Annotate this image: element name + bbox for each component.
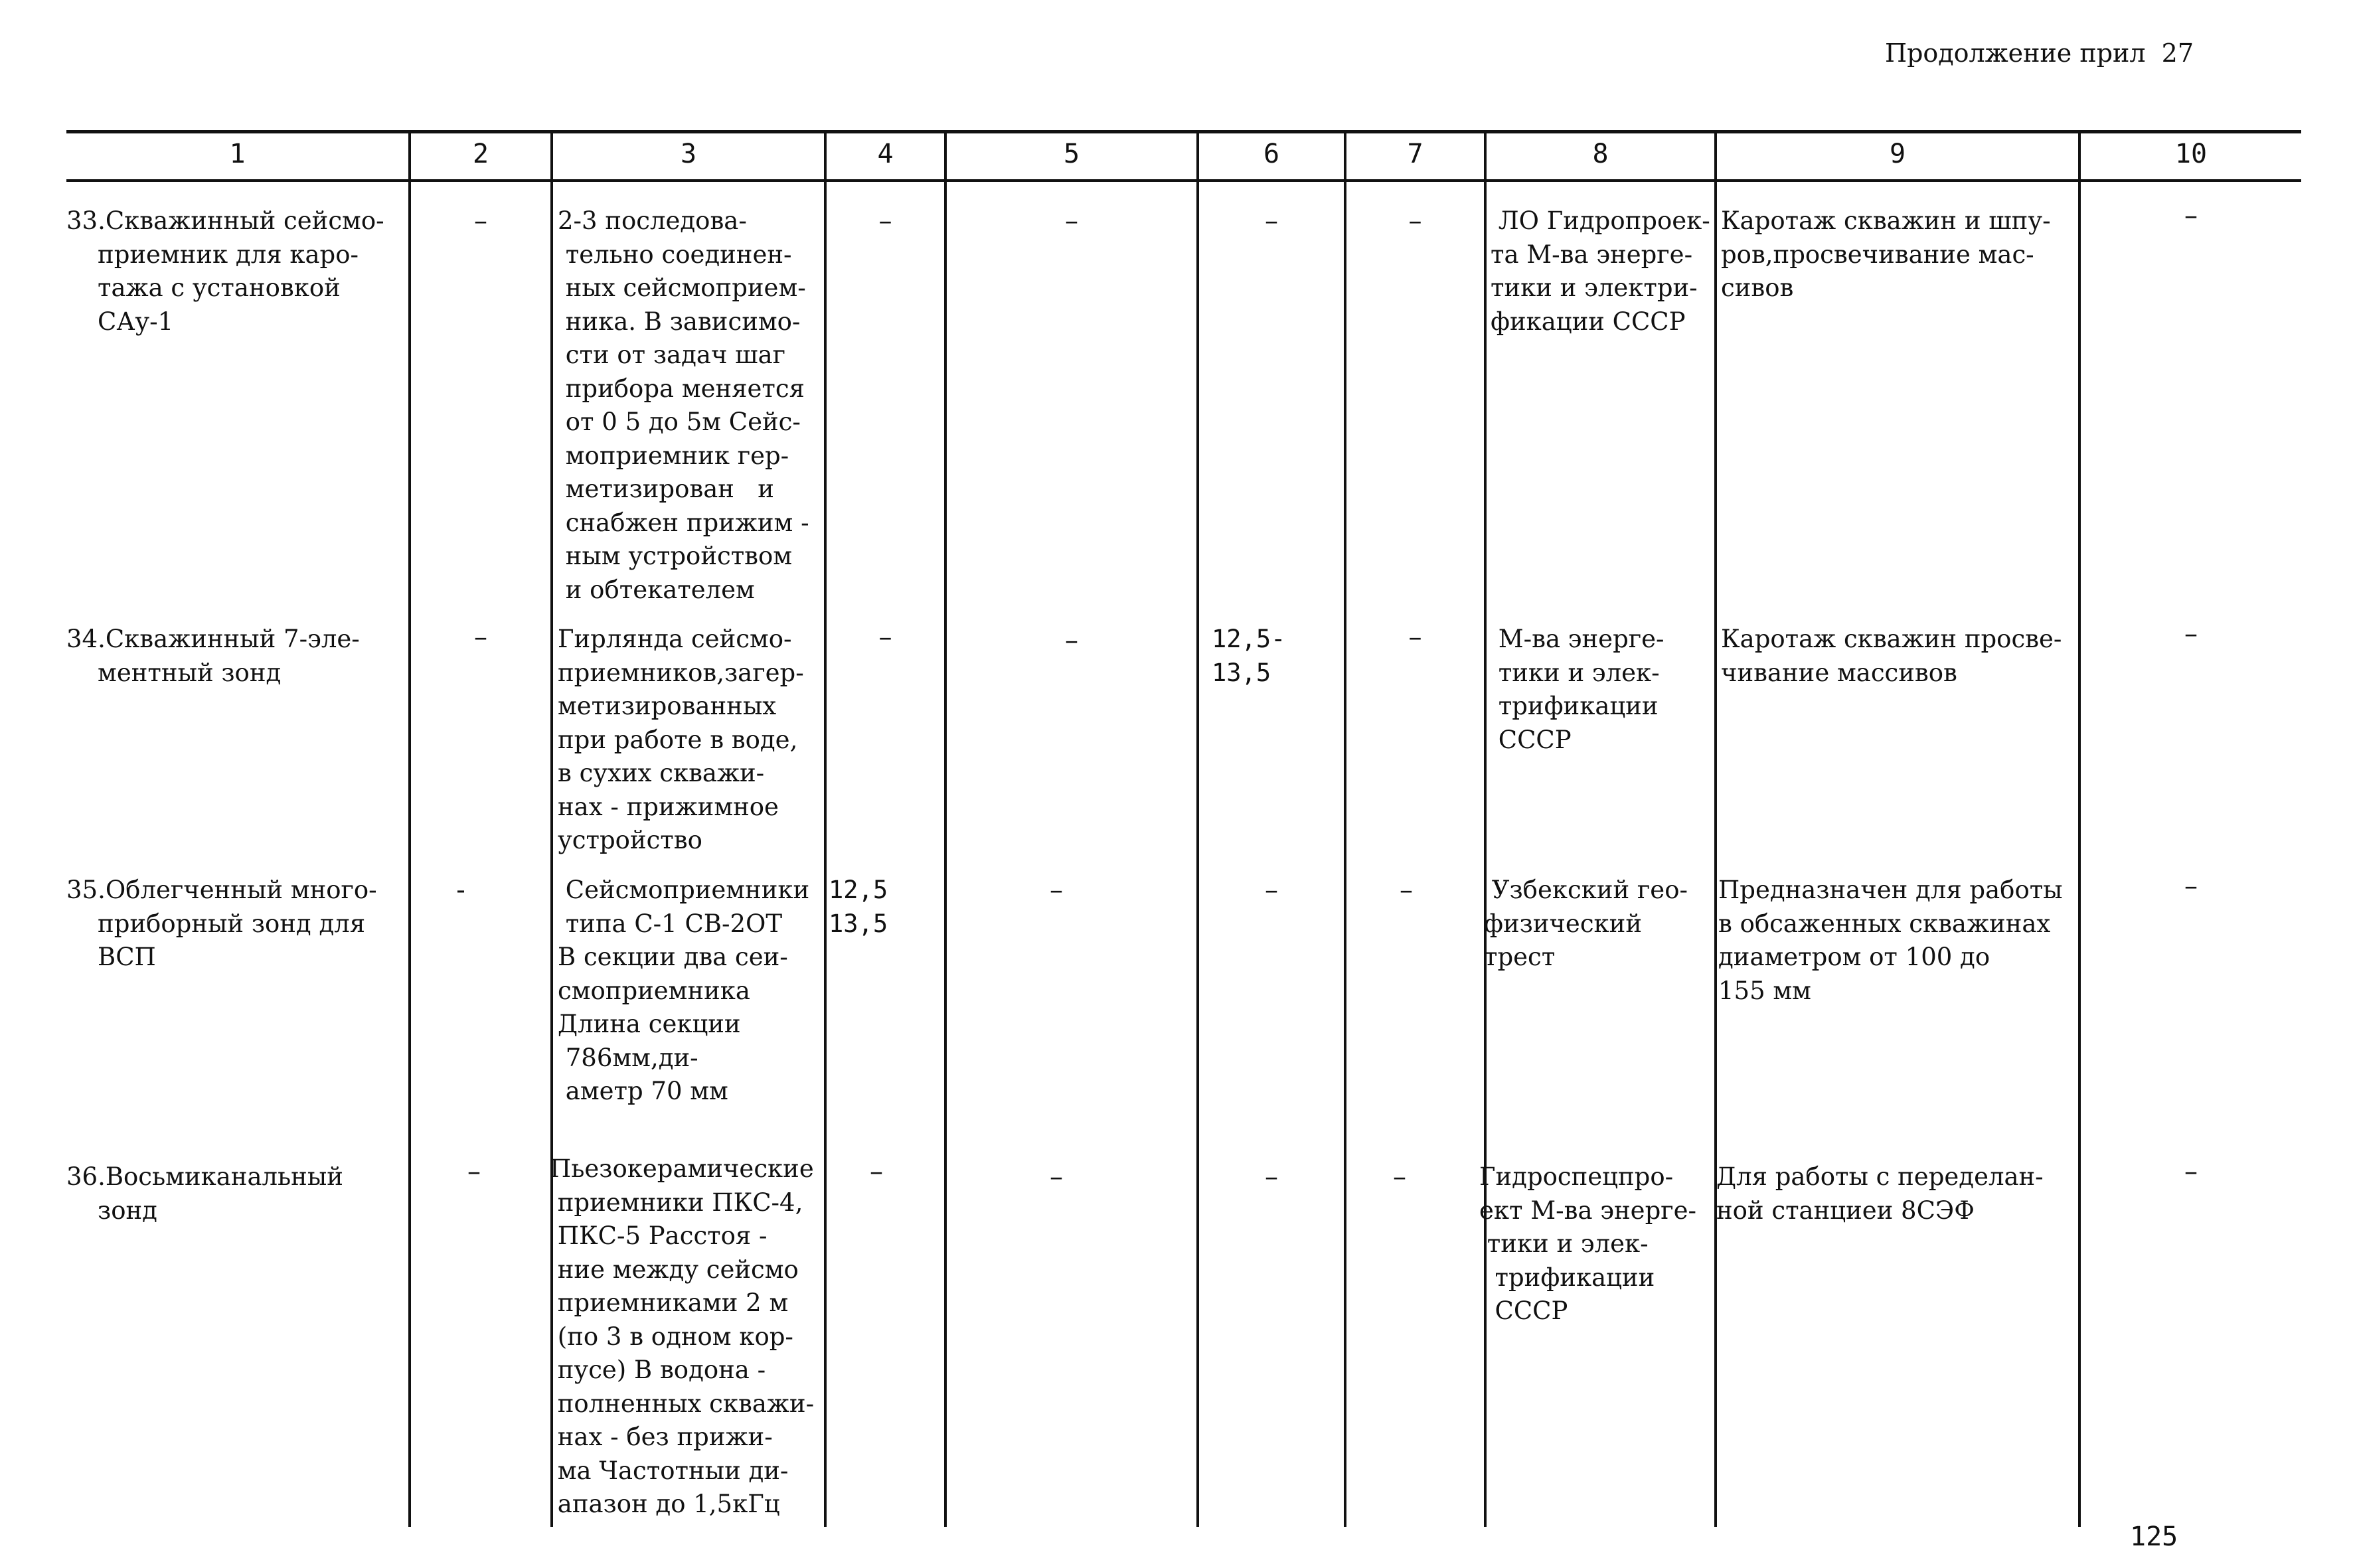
page-number: 125 [2130, 1522, 2178, 1552]
cell-dash: – [1393, 1162, 1406, 1192]
description-cell: Гирлянда сейсмо- приемников,загер- метизированных при работе в воде, в сухих скважи- нах - прижимное устройство [558, 625, 804, 854]
organization-cell: Узбекский гео- физический трест [1484, 876, 1688, 971]
frequency-cell: 12,5- 13,5 [1212, 625, 1286, 687]
column-divider [944, 133, 947, 1527]
device-name-cell: 36.Восьмиканальный зонд [66, 1162, 343, 1225]
cell-dash: – [474, 622, 487, 653]
column-header: 1 [229, 139, 246, 169]
organization-cell: ЛО Гидропроек- та М-ва энерге- тики и электри- фикации СССР [1491, 206, 1710, 336]
column-header: 3 [680, 139, 697, 169]
cell-dash: – [2184, 871, 2198, 902]
cell-dash: – [1408, 206, 1422, 236]
cell-dash: – [1265, 206, 1278, 236]
purpose-cell: Предназначен для работы в обсаженных скважинах диаметром от 100 до 155 мм [1718, 876, 2063, 1005]
page-header-note: Продолжение прил 27 [1884, 39, 2194, 68]
cell-dash: – [2184, 619, 2198, 649]
description-cell: Сейсмоприемники типа С-1 СВ-2ОТ В секции два сеи- смоприемника Длина секции 786мм,ди- аметр 70 мм [558, 876, 810, 1105]
device-name-cell: 33.Скважинный сейсмо- приемник для каро- тажа с установкой САу-1 [66, 206, 384, 336]
table-header-rule [66, 179, 2301, 182]
cell-dash: – [467, 1156, 481, 1187]
column-divider [824, 133, 827, 1527]
column-divider [1196, 133, 1199, 1527]
cell-dash: – [1265, 1162, 1278, 1192]
column-header: 7 [1407, 139, 1423, 169]
cell-dash: – [474, 206, 487, 236]
description-cell: Пьезокерамические приемники ПКС-4, ПКС-5 Расстоя - ние между сейсмо приемниками 2 м (по 3 в одном кор- пусе) В водона - полненных скважи- нах - без прижи- ма Частотныи ди- апазон до 1,5кГц [550, 1154, 815, 1518]
cell-dash: – [2184, 200, 2198, 231]
purpose-cell: Каротаж скважин просве- чивание массивов [1721, 625, 2062, 687]
column-header: 2 [472, 139, 489, 169]
cell-dash: – [2184, 1156, 2198, 1187]
column-header: 10 [2174, 139, 2208, 169]
column-divider [2078, 133, 2081, 1527]
column-divider [1344, 133, 1346, 1527]
device-name-cell: 34.Скважинный 7-эле- ментный зонд [66, 625, 360, 687]
column-header: 8 [1592, 139, 1609, 169]
cell-dash: – [1050, 1162, 1063, 1192]
cell-dash: – [1408, 622, 1422, 653]
cell-dash: – [870, 1156, 883, 1187]
organization-cell: М-ва энерге- тики и элек- трификации СССР [1498, 625, 1664, 754]
cell-dash: – [1400, 875, 1413, 905]
column-header: 5 [1063, 139, 1080, 169]
device-name-cell: 35.Облегченный много- приборный зонд для ВСП [66, 876, 377, 971]
purpose-cell: Каротаж скважин и шпу- ров,просвечивание мас- сивов [1721, 206, 2051, 302]
cell-dash: – [1065, 625, 1078, 656]
column-header: 4 [877, 139, 894, 169]
cell-dash: – [1065, 206, 1078, 236]
cell-dash: – [1265, 875, 1278, 905]
cell-dash: – [1050, 875, 1063, 905]
column-header: 9 [1889, 139, 1906, 169]
description-cell: 2-3 последова- тельно соединен- ных сейсмоприем- ника. В зависимо- сти от задач шаг прибора меняется от 0 5 до 5м Сейс- моприемник гер- метизирован и снабжен прижим - ным устройством и обтекателем [558, 206, 809, 604]
organization-cell: Гидроспецпро- ект М-ва энерге- тики и элек- трификации СССР [1479, 1162, 1697, 1325]
cell-dash: - [456, 875, 465, 905]
column-header: 6 [1263, 139, 1280, 169]
column-divider [1714, 133, 1717, 1527]
column-divider [408, 133, 411, 1527]
frequency-cell: 12,5 13,5 [829, 876, 888, 938]
purpose-cell: Для работы с переделан- ной станциеи 8СЭФ [1716, 1162, 2044, 1225]
cell-dash: – [878, 206, 892, 236]
cell-dash: – [878, 622, 892, 653]
